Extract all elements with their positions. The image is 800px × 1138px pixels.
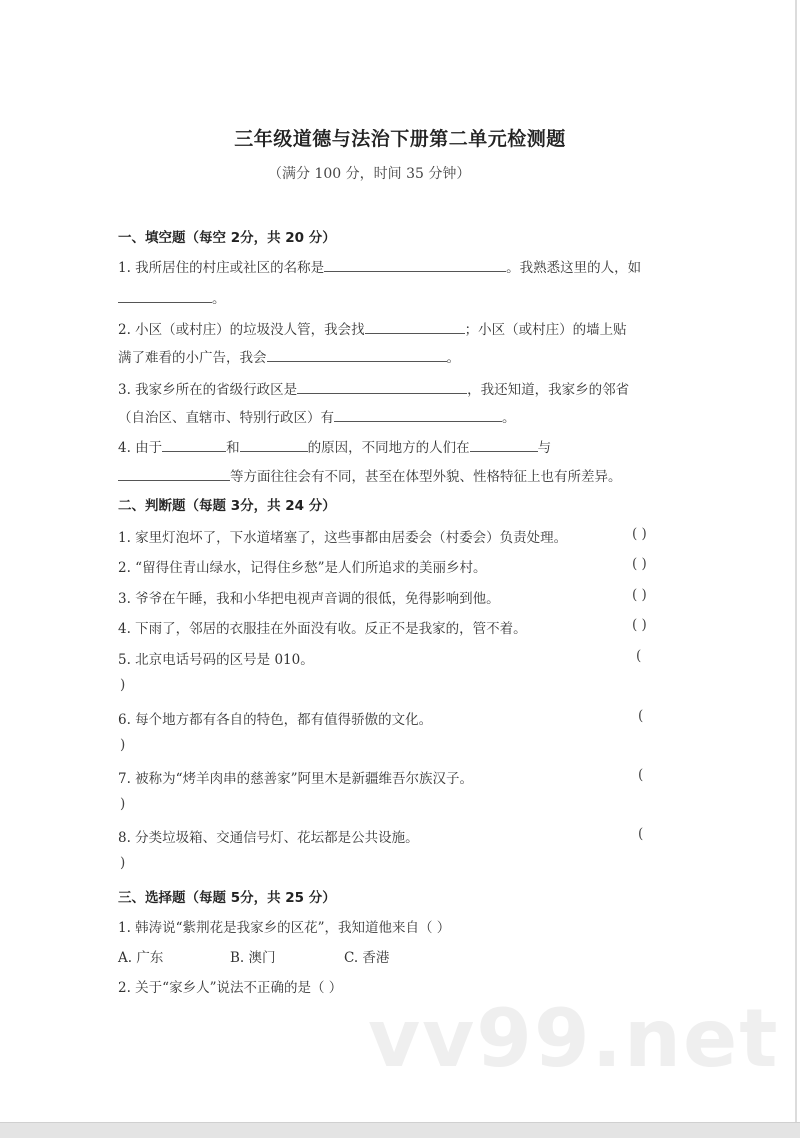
answer-blank[interactable] [297, 381, 467, 394]
true-false-item-8: 8. 分类垃圾箱、交通信号灯、花坛都是公共设施。 [118, 830, 419, 846]
fill-blank-q4-line1 [118, 436, 551, 456]
true-false-item-6: 6. 每个地方都有各自的特色，都有值得骄傲的文化。 [118, 712, 433, 728]
true-false-item-4: 4. 下雨了，邻居的衣服挂在外面没有收。反正不是我家的，管不着。 [118, 621, 527, 637]
answer-parentheses[interactable]: ( ) [632, 556, 647, 572]
choice-question-1-options [118, 946, 389, 966]
q3-text-a: 3. 我家乡所在的省级行政区是 [118, 382, 298, 398]
viewer-bottom-bar [0, 1122, 800, 1138]
answer-paren-open[interactable]: ( [636, 648, 642, 664]
option-c[interactable]: C. 香港 [344, 950, 390, 966]
answer-blank[interactable] [118, 468, 230, 481]
fill-blank-q3-line2 [118, 406, 516, 426]
option-b[interactable]: B. 澳门 [230, 950, 276, 966]
fill-blank-q2-line2 [118, 346, 460, 366]
true-false-item-2: 2. “留得住青山绿水，记得住乡愁”是人们所追求的美丽乡村。 [118, 560, 487, 576]
document-subtitle: （满分 100 分，时间 35 分钟） [268, 166, 471, 182]
answer-paren-open[interactable]: ( [638, 767, 644, 783]
q4-text-e: 等方面往往会有不同，甚至在体型外貌、性格特征上也有所差异。 [230, 469, 622, 485]
section-heading-multiple-choice: 三、选择题（每题 5分，共 25 分） [118, 890, 336, 906]
answer-paren-close: ) [120, 855, 126, 871]
q1-text-c: 。 [212, 291, 226, 307]
answer-blank[interactable] [162, 439, 226, 452]
q3-text-b: ，我还知道，我家乡的邻省 [467, 382, 630, 398]
true-false-item-3: 3. 爷爷在午睡，我和小华把电视声音调的很低，免得影响到他。 [118, 591, 500, 607]
answer-paren-close: ) [120, 737, 126, 753]
q3-text-c: （自治区、直辖市、特别行政区）有 [118, 410, 334, 426]
answer-blank[interactable] [324, 259, 506, 272]
fill-blank-q3-line1 [118, 378, 629, 398]
q3-text-d: 。 [502, 410, 516, 426]
answer-blank[interactable] [240, 439, 308, 452]
choice-question-1: 1. 韩涛说“紫荆花是我家乡的区花”，我知道他来自（ ） [118, 920, 451, 936]
choice-question-2: 2. 关于“家乡人”说法不正确的是（ ） [118, 980, 343, 996]
q2-text-a: 2. 小区（或村庄）的垃圾没人管，我会找 [118, 322, 365, 338]
fill-blank-q1-line1 [118, 256, 641, 276]
q4-text-a: 4. 由于 [118, 440, 163, 456]
answer-blank[interactable] [267, 349, 447, 362]
q1-text-b: 。我熟悉这里的人，如 [506, 260, 642, 276]
section-heading-fill-blank: 一、填空题（每空 2分，共 20 分） [118, 230, 336, 246]
answer-parentheses[interactable]: ( ) [632, 617, 647, 633]
q4-text-c: 的原因，不同地方的人们在 [307, 440, 470, 456]
q2-text-c: 满了难看的小广告，我会 [118, 350, 267, 366]
answer-paren-close: ) [120, 677, 126, 693]
option-a[interactable]: A. 广东 [118, 950, 164, 966]
document-title: 三年级道德与法治下册第二单元检测题 [234, 128, 566, 150]
q1-text-a: 1. 我所居住的村庄或社区的名称是 [118, 260, 325, 276]
fill-blank-q1-line2 [118, 287, 226, 307]
answer-blank[interactable] [334, 409, 502, 422]
q4-text-b: 和 [226, 440, 240, 456]
answer-parentheses[interactable]: ( ) [632, 587, 647, 603]
answer-paren-close: ) [120, 796, 126, 812]
q2-text-d: 。 [446, 350, 460, 366]
answer-blank[interactable] [470, 439, 538, 452]
watermark: vv99.net [368, 992, 780, 1085]
section-heading-true-false: 二、判断题（每题 3分，共 24 分） [118, 498, 336, 514]
true-false-item-7: 7. 被称为“烤羊肉串的慈善家”阿里木是新疆维吾尔族汉子。 [118, 771, 473, 787]
q4-text-d: 与 [537, 440, 552, 456]
fill-blank-q4-line2 [118, 465, 622, 485]
answer-paren-open[interactable]: ( [638, 708, 644, 724]
answer-parentheses[interactable]: ( ) [632, 526, 647, 542]
answer-blank[interactable] [118, 290, 212, 303]
q2-text-b: ；小区（或村庄）的墙上贴 [464, 322, 627, 338]
fill-blank-q2-line1 [118, 318, 627, 338]
true-false-item-1: 1. 家里灯泡坏了，下水道堵塞了，这些事都由居委会（村委会）负责处理。 [118, 530, 568, 546]
answer-blank[interactable] [365, 321, 465, 334]
true-false-item-5: 5. 北京电话号码的区号是 010。 [118, 652, 314, 668]
answer-paren-open[interactable]: ( [638, 826, 644, 842]
